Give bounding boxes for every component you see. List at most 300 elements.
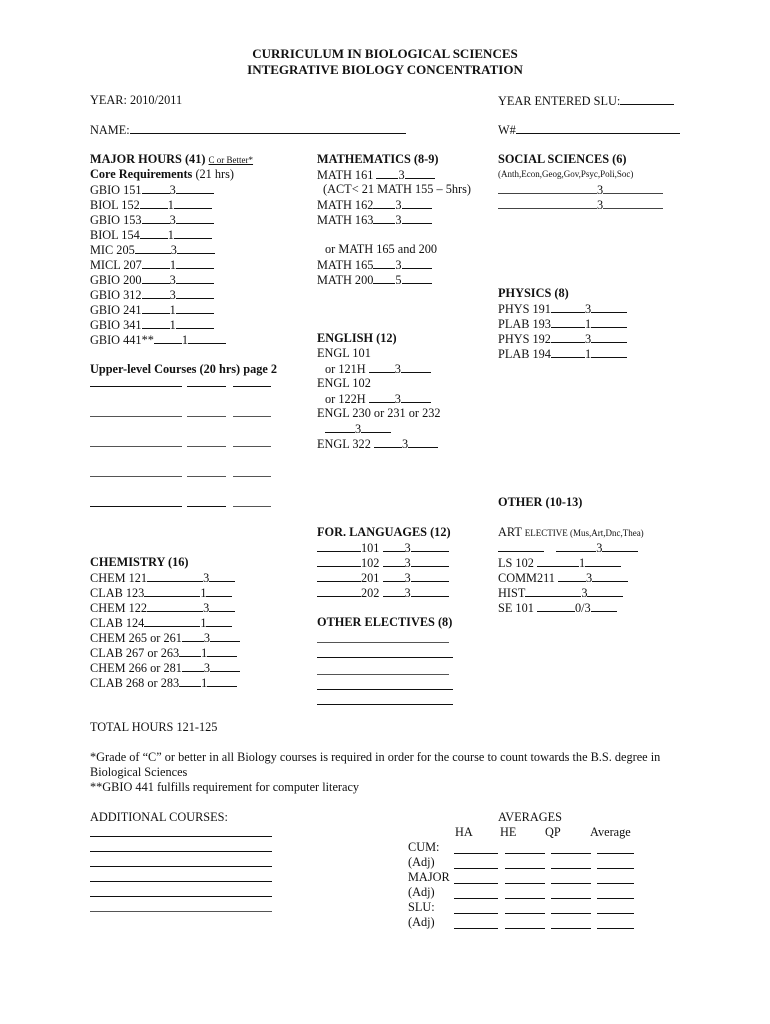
chem-course-row bbox=[90, 645, 240, 660]
ls102-hrs: 1 bbox=[578, 556, 586, 570]
math165-field[interactable] bbox=[402, 257, 432, 269]
math162-grade-field[interactable] bbox=[373, 197, 395, 209]
averages-cell-field[interactable] bbox=[454, 883, 498, 884]
engl230-label: ENGL 230 or 231 or 232 bbox=[317, 406, 441, 420]
chem-course-row bbox=[90, 675, 240, 690]
course-grade-field[interactable] bbox=[142, 182, 170, 194]
course-name: BIOL 154 bbox=[90, 228, 140, 242]
language-hrs: 3 bbox=[404, 571, 411, 585]
core-hours: (21 hrs) bbox=[195, 167, 235, 181]
course-grade-field[interactable] bbox=[551, 346, 585, 358]
course-grade-field[interactable] bbox=[179, 675, 201, 687]
math161-label: MATH 161 bbox=[317, 168, 374, 182]
core-course-row bbox=[90, 317, 277, 332]
math162-field[interactable] bbox=[402, 197, 432, 209]
engl101-label: ENGL 101 bbox=[317, 346, 371, 360]
course-grade-field[interactable] bbox=[142, 212, 170, 224]
total-hours: TOTAL HOURS 121-125 bbox=[90, 720, 218, 734]
name-label: NAME: bbox=[90, 122, 406, 138]
course-field[interactable] bbox=[210, 660, 240, 672]
language-course-row bbox=[317, 585, 452, 600]
course-hrs: 3 bbox=[169, 183, 176, 197]
ls102-field[interactable] bbox=[585, 555, 621, 567]
course-name: GBIO 341 bbox=[90, 318, 142, 332]
course-name: PLAB 193 bbox=[498, 317, 551, 331]
w-number-label: W# bbox=[498, 122, 680, 138]
upper-grade-field[interactable] bbox=[187, 476, 226, 477]
hist-field[interactable] bbox=[587, 585, 623, 597]
engl101-field[interactable] bbox=[401, 361, 431, 373]
additional-course-field[interactable] bbox=[90, 881, 272, 882]
course-hrs: 1 bbox=[200, 586, 207, 600]
course-hrs: 1 bbox=[167, 228, 174, 242]
course-field[interactable] bbox=[176, 212, 214, 224]
math163-hrs: 3 bbox=[395, 213, 402, 227]
social-grade-field[interactable] bbox=[603, 182, 663, 194]
course-hrs: 3 bbox=[169, 273, 176, 287]
averages-cell-field[interactable] bbox=[597, 928, 634, 929]
english-heading: ENGLISH (12) bbox=[317, 331, 397, 345]
language-hrs-field[interactable] bbox=[383, 570, 405, 582]
course-hrs: 3 bbox=[203, 601, 210, 615]
ls102-label: LS 102 bbox=[498, 556, 534, 570]
core-course-row bbox=[90, 197, 277, 212]
course-hrs: 1 bbox=[584, 317, 592, 331]
averages-cell-field[interactable] bbox=[505, 853, 545, 854]
social-grade-field[interactable] bbox=[603, 197, 663, 209]
language-course-row bbox=[317, 540, 452, 555]
course-name: MIC 205 bbox=[90, 243, 135, 257]
course-field[interactable] bbox=[176, 182, 214, 194]
course-name: CLAB 268 or 283 bbox=[90, 676, 180, 690]
course-name: CLAB 124 bbox=[90, 616, 145, 630]
course-hrs: 1 bbox=[201, 676, 208, 690]
averages-cell-field[interactable] bbox=[597, 868, 634, 869]
physics-course-list bbox=[498, 301, 627, 361]
other-heading: OTHER (10-13) bbox=[498, 495, 583, 509]
engl101-grade-field[interactable] bbox=[369, 361, 395, 373]
course-field[interactable] bbox=[176, 272, 214, 284]
averages-cell-field[interactable] bbox=[505, 898, 545, 899]
upper-course-field[interactable] bbox=[90, 386, 182, 387]
course-grade-field[interactable] bbox=[142, 272, 170, 284]
elective-field[interactable] bbox=[317, 689, 453, 690]
ls102-grade-field[interactable] bbox=[537, 555, 579, 567]
se101-hrs: 0/3 bbox=[574, 601, 591, 615]
averages-cell-field[interactable] bbox=[454, 898, 498, 899]
chem-course-row bbox=[90, 660, 240, 675]
engl322-field[interactable] bbox=[408, 436, 438, 448]
language-course-row bbox=[317, 570, 452, 585]
engl322-grade-field[interactable] bbox=[374, 436, 402, 448]
hist-hrs: 3 bbox=[581, 586, 588, 600]
engl102-field[interactable] bbox=[401, 391, 431, 403]
course-grade-field[interactable] bbox=[182, 630, 204, 642]
upper-grade-field[interactable] bbox=[187, 386, 226, 387]
course-hrs: 1 bbox=[201, 646, 208, 660]
course-field[interactable] bbox=[591, 316, 627, 328]
art-field[interactable] bbox=[602, 540, 638, 552]
course-hrs: 3 bbox=[169, 288, 176, 302]
additional-course-field[interactable] bbox=[90, 836, 272, 837]
course-name: GBIO 200 bbox=[90, 273, 142, 287]
course-hrs: 3 bbox=[584, 332, 592, 346]
chem-course-row bbox=[90, 615, 240, 630]
core-course-row bbox=[90, 302, 277, 317]
language-hrs-field[interactable] bbox=[383, 540, 405, 552]
course-hrs: 3 bbox=[170, 243, 177, 257]
physics-heading: PHYSICS (8) bbox=[498, 286, 569, 300]
upper-level-heading: Upper-level Courses (20 hrs) page 2 bbox=[90, 362, 278, 376]
upper-course-field[interactable] bbox=[90, 476, 182, 477]
math200-grade-field[interactable] bbox=[373, 272, 395, 284]
course-field[interactable] bbox=[209, 570, 235, 582]
averages-cell-field[interactable] bbox=[597, 853, 634, 854]
engl102-grade-field[interactable] bbox=[369, 391, 395, 403]
core-course-row bbox=[90, 287, 277, 302]
averages-col-header: QP bbox=[545, 825, 561, 839]
course-hrs: 3 bbox=[203, 631, 211, 645]
course-name: CHEM 265 or 261 bbox=[90, 631, 182, 645]
math200-hrs: 5 bbox=[395, 273, 402, 287]
engl230-hrs: 3 bbox=[355, 422, 362, 436]
social-hrs: 3 bbox=[597, 198, 604, 212]
core-heading: Core Requirements bbox=[90, 167, 193, 181]
course-field[interactable] bbox=[207, 645, 237, 657]
course-name: GBIO 241 bbox=[90, 303, 142, 317]
averages-cell-field[interactable] bbox=[454, 868, 498, 869]
other-section bbox=[498, 495, 644, 615]
course-grade-field[interactable] bbox=[147, 600, 203, 612]
averages-cell-field[interactable] bbox=[505, 883, 545, 884]
engl102-label: ENGL 102 bbox=[317, 376, 371, 390]
language-hrs-field[interactable] bbox=[383, 555, 405, 567]
course-field[interactable] bbox=[176, 287, 214, 299]
course-hrs: 1 bbox=[181, 333, 189, 347]
chem-course-row bbox=[90, 585, 240, 600]
math161-field[interactable] bbox=[405, 167, 435, 179]
language-grade-field[interactable] bbox=[317, 585, 361, 597]
upper-course-field[interactable] bbox=[90, 416, 182, 417]
art-note: ELECTIVE (Mus,Art,Dnc,Thea) bbox=[524, 528, 644, 538]
averages-cell-field[interactable] bbox=[551, 913, 591, 914]
course-field[interactable] bbox=[591, 301, 627, 313]
engl101-hrs: 3 bbox=[394, 362, 401, 376]
upper-hrs-field[interactable] bbox=[233, 386, 271, 387]
social-hrs: 3 bbox=[597, 183, 604, 197]
math161-grade-field[interactable] bbox=[376, 167, 398, 179]
art-hrs: 3 bbox=[596, 541, 603, 555]
math165-hrs: 3 bbox=[395, 258, 402, 272]
art-grade-field[interactable] bbox=[556, 540, 596, 552]
averages-cell-field[interactable] bbox=[551, 853, 591, 854]
course-field[interactable] bbox=[174, 197, 212, 209]
averages-cell-field[interactable] bbox=[454, 853, 498, 854]
course-hrs: 3 bbox=[169, 213, 176, 227]
course-grade-field[interactable] bbox=[142, 317, 170, 329]
course-hrs: 1 bbox=[169, 258, 176, 272]
language-field[interactable] bbox=[411, 570, 449, 582]
elective-field[interactable] bbox=[317, 642, 449, 643]
grade-footnote-cont: Biological Sciences bbox=[90, 765, 188, 779]
averages-row-label: (Adj) bbox=[408, 855, 435, 869]
comm-hrs: 3 bbox=[586, 571, 593, 585]
language-grade-field[interactable] bbox=[317, 555, 361, 567]
core-course-row bbox=[90, 182, 277, 197]
course-field[interactable] bbox=[174, 227, 212, 239]
additional-course-field[interactable] bbox=[90, 866, 272, 867]
course-field[interactable] bbox=[176, 302, 214, 314]
language-num: 102 bbox=[361, 556, 380, 570]
course-field[interactable] bbox=[176, 257, 214, 269]
course-hrs: 1 bbox=[169, 318, 176, 332]
course-name: BIOL 152 bbox=[90, 198, 140, 212]
language-hrs: 3 bbox=[404, 586, 411, 600]
social-course-field[interactable] bbox=[498, 182, 597, 194]
core-course-row bbox=[90, 242, 277, 257]
course-hrs: 1 bbox=[584, 347, 592, 361]
averages-cell-field[interactable] bbox=[551, 928, 591, 929]
language-hrs-field[interactable] bbox=[383, 585, 405, 597]
course-grade-field[interactable] bbox=[144, 615, 200, 627]
core-course-row bbox=[90, 212, 277, 227]
course-hrs: 3 bbox=[584, 302, 592, 316]
math165-grade-field[interactable] bbox=[373, 257, 395, 269]
core-course-row bbox=[90, 332, 277, 347]
w-number-field[interactable] bbox=[516, 122, 680, 134]
language-field[interactable] bbox=[411, 540, 449, 552]
hist-grade-field[interactable] bbox=[525, 585, 581, 597]
language-grade-field[interactable] bbox=[317, 540, 361, 552]
averages-cell-field[interactable] bbox=[597, 913, 634, 914]
page-title: CURRICULUM IN BIOLOGICAL SCIENCES bbox=[252, 46, 518, 61]
upper-course-field[interactable] bbox=[90, 506, 182, 507]
averages-col-header: HA bbox=[455, 825, 473, 839]
language-field[interactable] bbox=[411, 585, 449, 597]
upper-hrs-field[interactable] bbox=[233, 476, 271, 477]
art-label: ART bbox=[498, 525, 522, 539]
engl230-field[interactable] bbox=[361, 421, 391, 433]
engl322-hrs: 3 bbox=[401, 437, 409, 451]
year-entered-field[interactable] bbox=[620, 93, 674, 105]
comm-field[interactable] bbox=[592, 570, 628, 582]
course-name: GBIO 441** bbox=[90, 333, 154, 347]
course-hrs: 1 bbox=[169, 303, 176, 317]
course-grade-field[interactable] bbox=[551, 316, 585, 328]
or121h-label: or 121H bbox=[325, 362, 366, 376]
math-section bbox=[317, 152, 471, 287]
additional-course-field[interactable] bbox=[90, 911, 272, 912]
social-sciences-section bbox=[498, 152, 663, 212]
course-grade-field[interactable] bbox=[154, 332, 182, 344]
additional-courses-label: ADDITIONAL COURSES: bbox=[90, 810, 228, 824]
literacy-footnote: **GBIO 441 fulfills requirement for computer literacy bbox=[90, 780, 360, 794]
averages-cell-field[interactable] bbox=[454, 928, 498, 929]
core-course-list bbox=[90, 182, 277, 347]
course-name: CLAB 123 bbox=[90, 586, 145, 600]
chemistry-heading: CHEMISTRY (16) bbox=[90, 555, 189, 569]
additional-course-field[interactable] bbox=[90, 896, 272, 897]
course-grade-field[interactable] bbox=[140, 227, 168, 239]
core-course-row bbox=[90, 227, 277, 242]
engl322-label: ENGL 322 bbox=[317, 437, 371, 451]
upper-grade-field[interactable] bbox=[187, 506, 226, 507]
page-subtitle: INTEGRATIVE BIOLOGY CONCENTRATION bbox=[247, 62, 523, 77]
act-note: (ACT< 21 MATH 155 – 5hrs) bbox=[323, 182, 472, 196]
course-field[interactable] bbox=[188, 332, 226, 344]
math200-label: MATH 200 bbox=[317, 273, 374, 287]
course-grade-field[interactable] bbox=[182, 660, 204, 672]
physics-course-row bbox=[498, 316, 627, 331]
upper-hrs-field[interactable] bbox=[233, 416, 271, 417]
averages-cell-field[interactable] bbox=[597, 883, 634, 884]
upper-course-field[interactable] bbox=[90, 446, 182, 447]
upper-grade-field[interactable] bbox=[187, 416, 226, 417]
averages-col-header: Average bbox=[590, 825, 631, 839]
upper-hrs-field[interactable] bbox=[233, 506, 271, 507]
course-name: PHYS 191 bbox=[498, 302, 551, 316]
course-grade-field[interactable] bbox=[142, 302, 170, 314]
upper-hrs-field[interactable] bbox=[233, 446, 271, 447]
averages-cell-field[interactable] bbox=[551, 868, 591, 869]
language-field[interactable] bbox=[411, 555, 449, 567]
chemistry-course-list bbox=[90, 570, 240, 690]
language-course-row bbox=[317, 555, 452, 570]
course-hrs: 1 bbox=[200, 616, 207, 630]
course-name: CHEM 121 bbox=[90, 571, 148, 585]
grade-note: C or Better* bbox=[208, 155, 254, 165]
chem-course-row bbox=[90, 600, 240, 615]
additional-course-field[interactable] bbox=[90, 851, 272, 852]
averages-cell-field[interactable] bbox=[597, 898, 634, 899]
core-course-row bbox=[90, 257, 277, 272]
math163-label: MATH 163 bbox=[317, 213, 374, 227]
course-field[interactable] bbox=[206, 615, 232, 627]
averages-cell-field[interactable] bbox=[505, 928, 545, 929]
social-sub: (Anth,Econ,Geog,Gov,Psyc,Poli,Soc) bbox=[498, 169, 634, 179]
se101-field[interactable] bbox=[591, 600, 617, 612]
course-field[interactable] bbox=[206, 585, 232, 597]
course-name: CHEM 266 or 281 bbox=[90, 661, 182, 675]
name-field[interactable] bbox=[130, 122, 406, 134]
major-heading: MAJOR HOURS (41) bbox=[90, 152, 206, 166]
math163-field[interactable] bbox=[402, 212, 432, 224]
averages-row-label: SLU: bbox=[408, 900, 435, 914]
averages-cell-field[interactable] bbox=[454, 913, 498, 914]
elective-field[interactable] bbox=[317, 657, 453, 658]
course-grade-field[interactable] bbox=[142, 257, 170, 269]
course-name: PHYS 192 bbox=[498, 332, 551, 346]
course-field[interactable] bbox=[177, 242, 215, 254]
language-hrs: 3 bbox=[404, 541, 411, 555]
course-name: PLAB 194 bbox=[498, 347, 551, 361]
averages-heading: AVERAGES bbox=[498, 810, 562, 824]
or122h-label: or 122H bbox=[325, 392, 366, 406]
averages-col-header: HE bbox=[500, 825, 517, 839]
course-grade-field[interactable] bbox=[551, 301, 585, 313]
hist-label: HIST bbox=[498, 586, 526, 600]
upper-grade-field[interactable] bbox=[187, 446, 226, 447]
course-hrs: 3 bbox=[203, 571, 210, 585]
course-grade-field[interactable] bbox=[142, 287, 170, 299]
course-name: MICL 207 bbox=[90, 258, 142, 272]
physics-section bbox=[498, 286, 627, 361]
averages-cell-field[interactable] bbox=[505, 868, 545, 869]
course-grade-field[interactable] bbox=[551, 331, 585, 343]
math163-grade-field[interactable] bbox=[373, 212, 395, 224]
language-num: 202 bbox=[361, 586, 380, 600]
course-name: CHEM 122 bbox=[90, 601, 148, 615]
course-grade-field[interactable] bbox=[147, 570, 203, 582]
math200-field[interactable] bbox=[402, 272, 432, 284]
comm-grade-field[interactable] bbox=[558, 570, 586, 582]
language-hrs: 3 bbox=[404, 556, 411, 570]
averages-row-label: (Adj) bbox=[408, 915, 435, 929]
course-grade-field[interactable] bbox=[140, 197, 168, 209]
social-heading: SOCIAL SCIENCES (6) bbox=[498, 152, 627, 166]
physics-course-row bbox=[498, 331, 627, 346]
english-section bbox=[317, 331, 441, 451]
course-name: GBIO 312 bbox=[90, 288, 142, 302]
averages-cell-field[interactable] bbox=[551, 898, 591, 899]
averages-row-label: CUM: bbox=[408, 840, 440, 854]
course-field[interactable] bbox=[591, 346, 627, 358]
chem-course-row bbox=[90, 630, 240, 645]
course-field[interactable] bbox=[210, 630, 240, 642]
math162-label: MATH 162 bbox=[317, 198, 374, 212]
language-course-list bbox=[317, 540, 452, 600]
elective-field[interactable] bbox=[317, 704, 453, 705]
physics-course-row bbox=[498, 346, 627, 361]
averages-cell-field[interactable] bbox=[505, 913, 545, 914]
course-field[interactable] bbox=[209, 600, 235, 612]
elective-field[interactable] bbox=[317, 674, 449, 675]
se101-grade-field[interactable] bbox=[537, 600, 575, 612]
course-field[interactable] bbox=[591, 331, 627, 343]
languages-section bbox=[317, 525, 452, 630]
math165-label: MATH 165 bbox=[317, 258, 374, 272]
math-alt-note: or MATH 165 and 200 bbox=[325, 242, 438, 256]
chem-course-row bbox=[90, 570, 240, 585]
year-entered-label: YEAR ENTERED SLU: bbox=[498, 93, 674, 109]
averages-row-label: (Adj) bbox=[408, 885, 435, 899]
course-grade-field[interactable] bbox=[135, 242, 171, 254]
language-num: 101 bbox=[361, 541, 380, 555]
math162-hrs: 3 bbox=[395, 198, 402, 212]
course-grade-field[interactable] bbox=[144, 585, 200, 597]
course-name: GBIO 151 bbox=[90, 183, 142, 197]
art-course-field[interactable] bbox=[498, 540, 544, 552]
averages-cell-field[interactable] bbox=[551, 883, 591, 884]
comm-label: COMM211 bbox=[498, 571, 555, 585]
math161-hrs: 3 bbox=[398, 168, 405, 182]
course-field[interactable] bbox=[176, 317, 214, 329]
social-course-field[interactable] bbox=[498, 197, 597, 209]
engl230-grade-field[interactable] bbox=[325, 421, 355, 433]
electives-heading: OTHER ELECTIVES (8) bbox=[317, 615, 453, 629]
averages-row-label: MAJOR bbox=[408, 870, 450, 884]
course-grade-field[interactable] bbox=[179, 645, 201, 657]
course-field[interactable] bbox=[207, 675, 237, 687]
chemistry-section bbox=[90, 555, 240, 690]
course-hrs: 1 bbox=[167, 198, 174, 212]
math-heading: MATHEMATICS (8-9) bbox=[317, 152, 439, 166]
language-grade-field[interactable] bbox=[317, 570, 361, 582]
major-hours-section bbox=[90, 152, 277, 377]
se101-label: SE 101 bbox=[498, 601, 534, 615]
core-course-row bbox=[90, 272, 277, 287]
language-num: 201 bbox=[361, 571, 380, 585]
